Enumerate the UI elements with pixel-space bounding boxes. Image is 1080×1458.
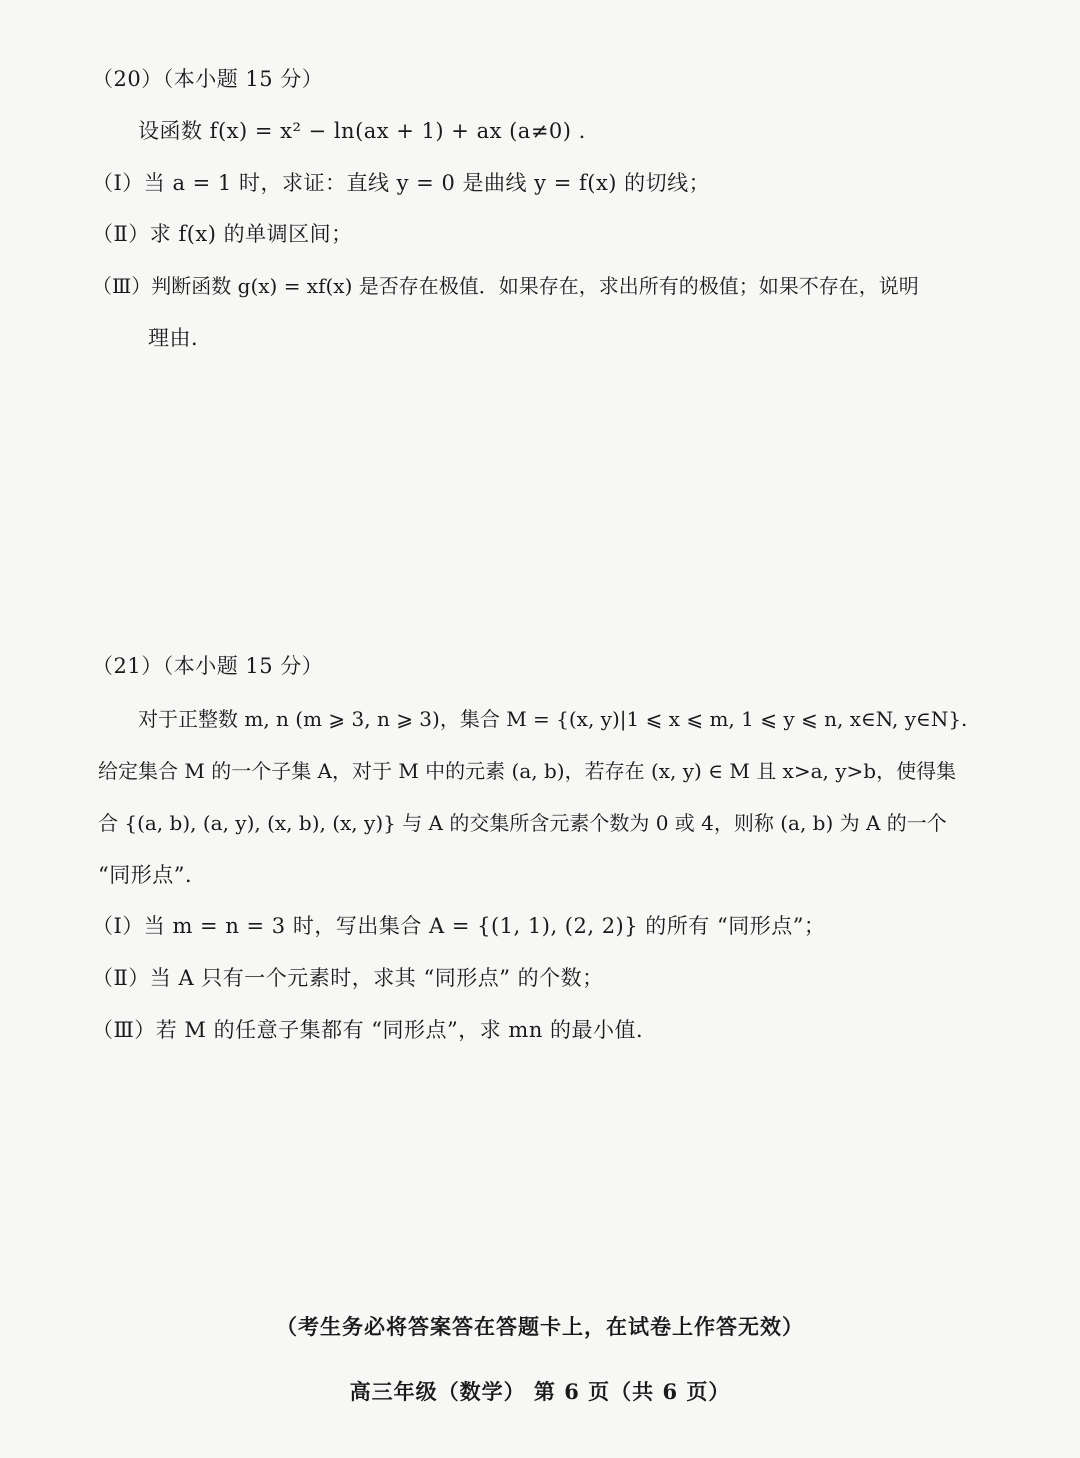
q20-part3-line2: 理由． bbox=[148, 326, 213, 350]
q21-intro-line2: 给定集合 M 的一个子集 A，对于 M 中的元素 (a, b)，若存在 (x, y) ∈ M 且 x>a, y>b，使得集 bbox=[98, 759, 957, 783]
q21-part2: （Ⅱ）当 A 只有一个元素时，求其 “同形点” 的个数； bbox=[92, 966, 604, 990]
q21-intro-line3: 合 {(a, b), (a, y), (x, b), (x, y)} 与 A 的交集所含元素个数为 0 或 4，则称 (a, b) 为 A 的一个 bbox=[98, 811, 947, 835]
q21-header: （21）（本小题 15 分） bbox=[92, 654, 324, 678]
q20-part2: （Ⅱ）求 f(x) 的单调区间； bbox=[92, 222, 353, 246]
q20-header: （20）（本小题 15 分） bbox=[92, 67, 324, 91]
q21-intro-line1: 对于正整数 m, n (m ⩾ 3, n ⩾ 3)，集合 M = {(x, y)|1 ⩽ x ⩽ m, 1 ⩽ y ⩽ n, x∈N, y∈N}. bbox=[138, 707, 968, 731]
q21-intro-line4: “同形点”． bbox=[98, 863, 207, 887]
q20-part1: （Ⅰ）当 a = 1 时，求证：直线 y = 0 是曲线 y = f(x) 的切线； bbox=[92, 171, 711, 195]
page-number: 高三年级（数学） 第 6 页（共 6 页） bbox=[349, 1379, 731, 1404]
answer-sheet-note: （考生务必将答案答在答题卡上，在试卷上作答无效） bbox=[276, 1314, 804, 1339]
q21-part1: （Ⅰ）当 m = n = 3 时，写出集合 A = {(1, 1), (2, 2)} 的所有 “同形点”； bbox=[92, 914, 826, 938]
q21-part3: （Ⅲ）若 M 的任意子集都有 “同形点”，求 mn 的最小值． bbox=[92, 1018, 658, 1042]
q20-intro: 设函数 f(x) = x² − ln(ax + 1) + ax (a≠0) . bbox=[138, 119, 586, 143]
q20-part3-line1: （Ⅲ）判断函数 g(x) = xf(x) 是否存在极值．如果存在，求出所有的极值；如果不存在，说明 bbox=[92, 274, 919, 298]
